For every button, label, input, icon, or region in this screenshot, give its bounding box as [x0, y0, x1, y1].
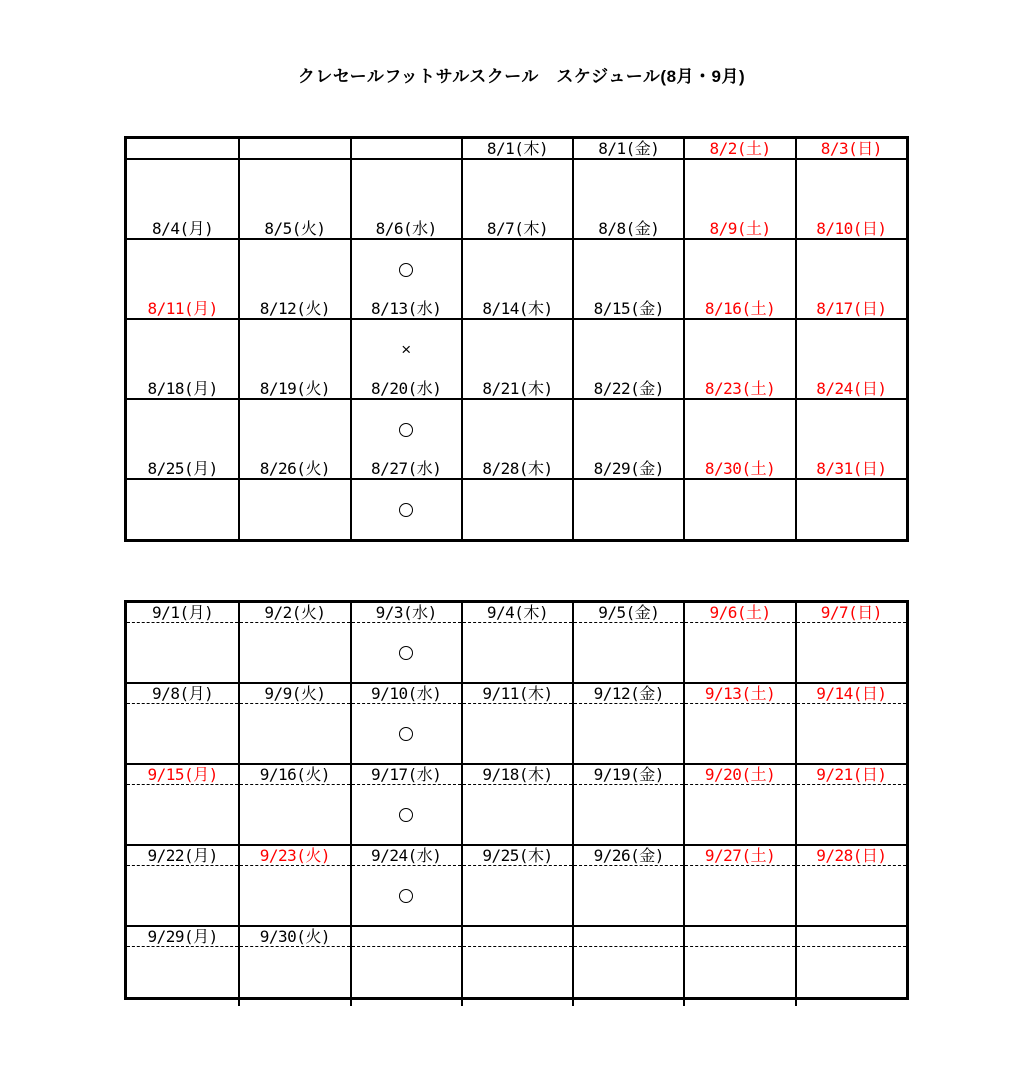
day-cell: [350, 219, 461, 299]
schedule-mark: [685, 320, 794, 379]
day-label: 9/26(金): [574, 846, 683, 866]
day-cell: [127, 927, 238, 1006]
day-label: 8/12(火): [240, 299, 349, 320]
schedule-mark: [685, 704, 794, 763]
schedule-mark: [685, 947, 794, 1006]
circle-mark-icon: [399, 808, 413, 822]
day-cell: [572, 219, 683, 299]
schedule-mark: [797, 160, 906, 219]
schedule-mark: [797, 480, 906, 539]
day-cell: [572, 684, 683, 763]
day-cell: [127, 846, 238, 925]
day-cell: [795, 379, 906, 459]
day-cell: [572, 139, 683, 219]
schedule-mark: [574, 785, 683, 844]
day-label: 8/26(火): [240, 459, 349, 480]
day-label: 8/20(水): [352, 379, 461, 400]
day-cell: [238, 379, 349, 459]
day-label: 9/11(木): [463, 684, 572, 704]
day-label: 8/31(日): [797, 459, 906, 480]
day-label: 9/21(日): [797, 765, 906, 785]
day-label: 8/25(月): [127, 459, 238, 480]
day-label: 9/1(月): [127, 603, 238, 623]
day-label: 9/30(火): [240, 927, 349, 947]
schedule-mark: [127, 947, 238, 1006]
day-label: 9/4(木): [463, 603, 572, 623]
day-cell: [238, 684, 349, 763]
day-cell: [795, 139, 906, 219]
day-cell: [683, 603, 794, 682]
schedule-mark: [574, 866, 683, 925]
day-cell: [572, 603, 683, 682]
day-cell: [238, 459, 349, 539]
day-label: 8/2(土): [685, 139, 794, 160]
day-label: 8/13(水): [352, 299, 461, 320]
day-label: 9/28(日): [797, 846, 906, 866]
day-label: 8/18(月): [127, 379, 238, 400]
day-cell: [572, 459, 683, 539]
schedule-mark: [352, 160, 461, 219]
day-cell: [683, 299, 794, 379]
day-label: 9/24(水): [352, 846, 461, 866]
schedule-mark: [127, 623, 238, 682]
day-cell: [127, 379, 238, 459]
day-cell: [683, 219, 794, 299]
day-label: [574, 927, 683, 947]
week-row: [127, 763, 906, 844]
day-cell: [238, 139, 349, 219]
day-label: [127, 139, 238, 160]
schedule-mark: [463, 160, 572, 219]
day-label: 8/16(土): [685, 299, 794, 320]
schedule-mark: [685, 866, 794, 925]
day-label: 8/7(木): [463, 219, 572, 240]
schedule-mark: [240, 400, 349, 459]
day-label: 8/21(木): [463, 379, 572, 400]
schedule-mark: [463, 320, 572, 379]
day-cell: [572, 299, 683, 379]
day-label: [685, 927, 794, 947]
day-label: 8/11(月): [127, 299, 238, 320]
day-label: 8/4(月): [127, 219, 238, 240]
day-label: 9/10(水): [352, 684, 461, 704]
schedule-mark: [352, 240, 461, 299]
day-label: 8/10(日): [797, 219, 906, 240]
day-cell: [683, 846, 794, 925]
day-cell: [127, 219, 238, 299]
day-cell: [683, 139, 794, 219]
day-cell: [795, 459, 906, 539]
circle-mark-icon: [399, 503, 413, 517]
schedule-mark: [685, 623, 794, 682]
day-cell: [461, 765, 572, 844]
day-label: 9/22(月): [127, 846, 238, 866]
day-cell: [683, 459, 794, 539]
week-row: [127, 219, 906, 299]
day-label: 8/5(火): [240, 219, 349, 240]
day-label: 8/27(水): [352, 459, 461, 480]
schedule-mark: [685, 480, 794, 539]
day-label: 9/7(日): [797, 603, 906, 623]
schedule-mark: [463, 704, 572, 763]
day-label: 9/8(月): [127, 684, 238, 704]
schedule-mark: [240, 623, 349, 682]
schedule-mark: [797, 785, 906, 844]
page-title: クレセールフットサルスクール スケジュール(8月・9月): [297, 67, 746, 86]
day-cell: [461, 684, 572, 763]
schedule-mark: [463, 623, 572, 682]
day-cell: [127, 603, 238, 682]
schedule-mark: [463, 866, 572, 925]
schedule-mark: [352, 866, 461, 925]
week-row: [127, 139, 906, 219]
day-cell: [350, 927, 461, 1006]
schedule-mark: [127, 704, 238, 763]
schedule-mark: [352, 947, 461, 1006]
day-cell: [127, 299, 238, 379]
schedule-mark: [352, 704, 461, 763]
day-cell: [350, 603, 461, 682]
day-cell: [795, 299, 906, 379]
day-label: 9/3(水): [352, 603, 461, 623]
day-cell: [461, 219, 572, 299]
week-row: [127, 379, 906, 459]
day-cell: [795, 765, 906, 844]
day-cell: [238, 846, 349, 925]
day-label: 8/8(金): [574, 219, 683, 240]
schedule-mark: [797, 623, 906, 682]
schedule-mark: [463, 947, 572, 1006]
schedule-mark: [463, 480, 572, 539]
day-cell: [572, 927, 683, 1006]
schedule-mark: [240, 240, 349, 299]
day-cell: [572, 846, 683, 925]
schedule-mark: [240, 480, 349, 539]
day-cell: [572, 379, 683, 459]
schedule-mark: [240, 866, 349, 925]
day-cell: [127, 459, 238, 539]
day-cell: [238, 299, 349, 379]
august-calendar: [124, 136, 909, 542]
day-label: 8/6(水): [352, 219, 461, 240]
day-label: 9/20(土): [685, 765, 794, 785]
schedule-mark: [352, 785, 461, 844]
day-cell: [461, 459, 572, 539]
schedule-mark: [127, 320, 238, 379]
day-cell: [350, 765, 461, 844]
day-label: 8/28(木): [463, 459, 572, 480]
day-label: 9/17(水): [352, 765, 461, 785]
day-cell: [795, 927, 906, 1006]
day-cell: [350, 684, 461, 763]
schedule-mark: [127, 240, 238, 299]
day-cell: [238, 603, 349, 682]
schedule-mark: [127, 785, 238, 844]
schedule-mark: [574, 704, 683, 763]
day-label: 9/29(月): [127, 927, 238, 947]
week-row: [127, 459, 906, 539]
schedule-mark: [352, 400, 461, 459]
day-label: 9/12(金): [574, 684, 683, 704]
day-label: 8/15(金): [574, 299, 683, 320]
day-label: [240, 139, 349, 160]
schedule-mark: [685, 240, 794, 299]
day-cell: [350, 299, 461, 379]
day-label: 9/5(金): [574, 603, 683, 623]
day-label: 8/9(土): [685, 219, 794, 240]
day-cell: [350, 846, 461, 925]
day-label: 9/18(木): [463, 765, 572, 785]
schedule-mark: [240, 704, 349, 763]
schedule-mark: [127, 400, 238, 459]
day-cell: [127, 684, 238, 763]
schedule-mark: [685, 160, 794, 219]
september-calendar: [124, 600, 909, 1000]
schedule-mark: [127, 866, 238, 925]
schedule-mark: [574, 160, 683, 219]
schedule-mark: [240, 947, 349, 1006]
day-cell: [683, 765, 794, 844]
day-cell: [461, 927, 572, 1006]
week-row: [127, 603, 906, 682]
day-label: 9/16(火): [240, 765, 349, 785]
schedule-mark: [574, 480, 683, 539]
day-cell: [683, 379, 794, 459]
schedule-mark: [797, 240, 906, 299]
day-cell: [238, 219, 349, 299]
day-cell: [127, 765, 238, 844]
schedule-mark: [797, 704, 906, 763]
day-label: 9/2(火): [240, 603, 349, 623]
schedule-mark: [685, 785, 794, 844]
schedule-mark: [463, 400, 572, 459]
day-label: 9/25(木): [463, 846, 572, 866]
circle-mark-icon: [399, 646, 413, 660]
day-cell: [127, 139, 238, 219]
day-cell: [238, 765, 349, 844]
day-label: 8/14(木): [463, 299, 572, 320]
day-label: 8/22(金): [574, 379, 683, 400]
circle-mark-icon: [399, 423, 413, 437]
schedule-mark: ×: [401, 339, 412, 359]
schedule-mark: [240, 320, 349, 379]
day-label: 9/27(土): [685, 846, 794, 866]
day-cell: [683, 927, 794, 1006]
day-cell: [795, 846, 906, 925]
schedule-mark: [574, 947, 683, 1006]
day-label: [352, 927, 461, 947]
day-label: 9/23(火): [240, 846, 349, 866]
schedule-mark: [574, 400, 683, 459]
day-label: 8/23(土): [685, 379, 794, 400]
day-cell: [350, 379, 461, 459]
day-label: 8/17(日): [797, 299, 906, 320]
schedule-mark: [463, 240, 572, 299]
day-cell: [461, 603, 572, 682]
day-label: 9/13(土): [685, 684, 794, 704]
schedule-mark: [574, 240, 683, 299]
day-cell: [461, 299, 572, 379]
day-cell: [461, 139, 572, 219]
circle-mark-icon: [399, 727, 413, 741]
day-cell: [238, 927, 349, 1006]
schedule-mark: [127, 480, 238, 539]
day-cell: [795, 219, 906, 299]
day-cell: [350, 139, 461, 219]
day-cell: [795, 684, 906, 763]
day-cell: [795, 603, 906, 682]
day-label: 8/1(金): [574, 139, 683, 160]
day-label: [352, 139, 461, 160]
schedule-mark: [574, 623, 683, 682]
week-row: [127, 844, 906, 925]
day-label: 8/19(火): [240, 379, 349, 400]
schedule-mark: [797, 320, 906, 379]
day-label: 8/1(木): [463, 139, 572, 160]
schedule-mark: [240, 160, 349, 219]
day-label: [797, 927, 906, 947]
day-cell: [683, 684, 794, 763]
schedule-mark: [127, 160, 238, 219]
day-label: 9/9(火): [240, 684, 349, 704]
day-label: 9/15(月): [127, 765, 238, 785]
day-cell: [350, 459, 461, 539]
day-label: 9/19(金): [574, 765, 683, 785]
day-cell: [461, 846, 572, 925]
schedule-mark: [685, 400, 794, 459]
week-row: [127, 299, 906, 379]
schedule-mark: [240, 785, 349, 844]
schedule-mark: [352, 480, 461, 539]
day-cell: [461, 379, 572, 459]
day-label: 8/24(日): [797, 379, 906, 400]
week-row: [127, 925, 906, 1006]
day-label: 9/6(土): [685, 603, 794, 623]
schedule-mark: [797, 947, 906, 1006]
week-row: [127, 682, 906, 763]
schedule-mark: [463, 785, 572, 844]
day-label: 8/3(日): [797, 139, 906, 160]
schedule-mark: [574, 320, 683, 379]
day-label: [463, 927, 572, 947]
day-label: 8/29(金): [574, 459, 683, 480]
circle-mark-icon: [399, 889, 413, 903]
day-cell: [572, 765, 683, 844]
schedule-mark: [352, 623, 461, 682]
schedule-mark: [797, 866, 906, 925]
schedule-mark: [797, 400, 906, 459]
day-label: 8/30(土): [685, 459, 794, 480]
day-label: 9/14(日): [797, 684, 906, 704]
circle-mark-icon: [399, 263, 413, 277]
